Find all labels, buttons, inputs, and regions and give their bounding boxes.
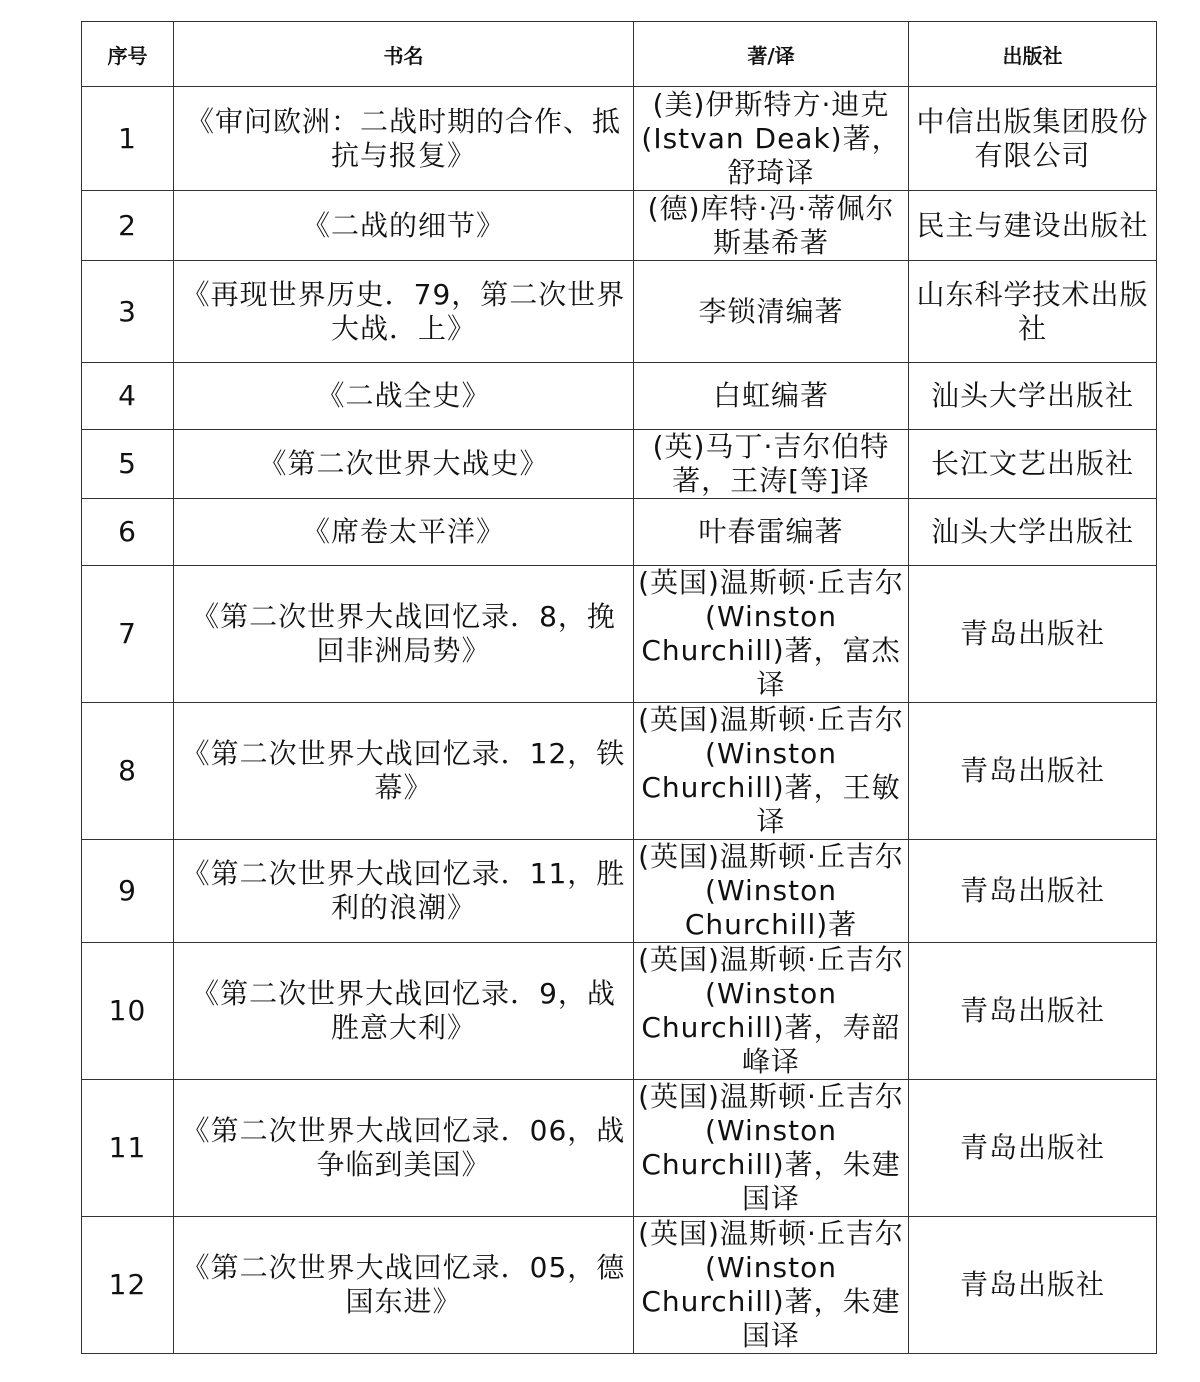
cell-publisher: 青岛出版社 [909,1080,1157,1217]
cell-title: 《第二次世界大战回忆录．8，挽回非洲局势》 [174,566,634,703]
cell-number: 4 [82,363,174,430]
table-row [82,1217,1157,1354]
header-author: 著/译 [634,22,909,87]
cell-author: (英国)温斯顿·丘吉尔(Winston Churchill)著 [634,840,909,943]
table-row [82,943,1157,1080]
cell-publisher: 青岛出版社 [909,943,1157,1080]
cell-publisher: 青岛出版社 [909,840,1157,943]
cell-publisher: 长江文艺出版社 [909,430,1157,499]
book-list-table [81,21,1157,1354]
cell-title: 《第二次世界大战回忆录．12，铁幕》 [174,703,634,840]
header-title: 书名 [174,22,634,87]
cell-title: 《第二次世界大战回忆录．9，战胜意大利》 [174,943,634,1080]
cell-author: 李锁清编著 [634,261,909,363]
cell-title: 《第二次世界大战回忆录．05，德国东进》 [174,1217,634,1354]
cell-author: (英国)温斯顿·丘吉尔(Winston Churchill)著，富杰译 [634,566,909,703]
cell-title: 《二战全史》 [174,363,634,430]
cell-author: (英国)温斯顿·丘吉尔(Winston Churchill)著，寿韶峰译 [634,943,909,1080]
cell-publisher: 汕头大学出版社 [909,499,1157,566]
cell-author: (英国)温斯顿·丘吉尔(Winston Churchill)著，王敏译 [634,703,909,840]
cell-publisher: 民主与建设出版社 [909,191,1157,261]
cell-author: (英国)温斯顿·丘吉尔(Winston Churchill)著，朱建国译 [634,1217,909,1354]
cell-title: 《第二次世界大战回忆录．06，战争临到美国》 [174,1080,634,1217]
cell-number: 7 [82,566,174,703]
cell-author: 白虹编著 [634,363,909,430]
header-number: 序号 [82,22,174,87]
table-row [82,703,1157,840]
cell-author: (英)马丁·吉尔伯特著，王涛[等]译 [634,430,909,499]
cell-publisher: 中信出版集团股份有限公司 [909,87,1157,191]
cell-number: 2 [82,191,174,261]
cell-number: 10 [82,943,174,1080]
cell-title: 《再现世界历史．79，第二次世界大战．上》 [174,261,634,363]
cell-title: 《审问欧洲：二战时期的合作、抵抗与报复》 [174,87,634,191]
table-header-row [82,22,1157,87]
cell-publisher: 山东科学技术出版社 [909,261,1157,363]
cell-number: 12 [82,1217,174,1354]
cell-publisher: 汕头大学出版社 [909,363,1157,430]
table-row [82,840,1157,943]
table-row [82,566,1157,703]
cell-author: (美)伊斯特方·迪克(Istvan Deak)著，舒琦译 [634,87,909,191]
cell-author: 叶春雷编著 [634,499,909,566]
cell-author: (英国)温斯顿·丘吉尔(Winston Churchill)著，朱建国译 [634,1080,909,1217]
cell-publisher: 青岛出版社 [909,566,1157,703]
cell-number: 9 [82,840,174,943]
cell-title: 《二战的细节》 [174,191,634,261]
table-row [82,261,1157,363]
cell-title: 《席卷太平洋》 [174,499,634,566]
cell-number: 3 [82,261,174,363]
cell-publisher: 青岛出版社 [909,1217,1157,1354]
cell-number: 1 [82,87,174,191]
cell-number: 11 [82,1080,174,1217]
cell-number: 5 [82,430,174,499]
header-publisher: 出版社 [909,22,1157,87]
table-row [82,363,1157,430]
cell-title: 《第二次世界大战回忆录．11，胜利的浪潮》 [174,840,634,943]
cell-author: (德)库特·冯·蒂佩尔斯基希著 [634,191,909,261]
table-row [82,1080,1157,1217]
table-row [82,87,1157,191]
cell-number: 6 [82,499,174,566]
cell-publisher: 青岛出版社 [909,703,1157,840]
cell-number: 8 [82,703,174,840]
table-row [82,191,1157,261]
table-row [82,499,1157,566]
cell-title: 《第二次世界大战史》 [174,430,634,499]
table-row [82,430,1157,499]
